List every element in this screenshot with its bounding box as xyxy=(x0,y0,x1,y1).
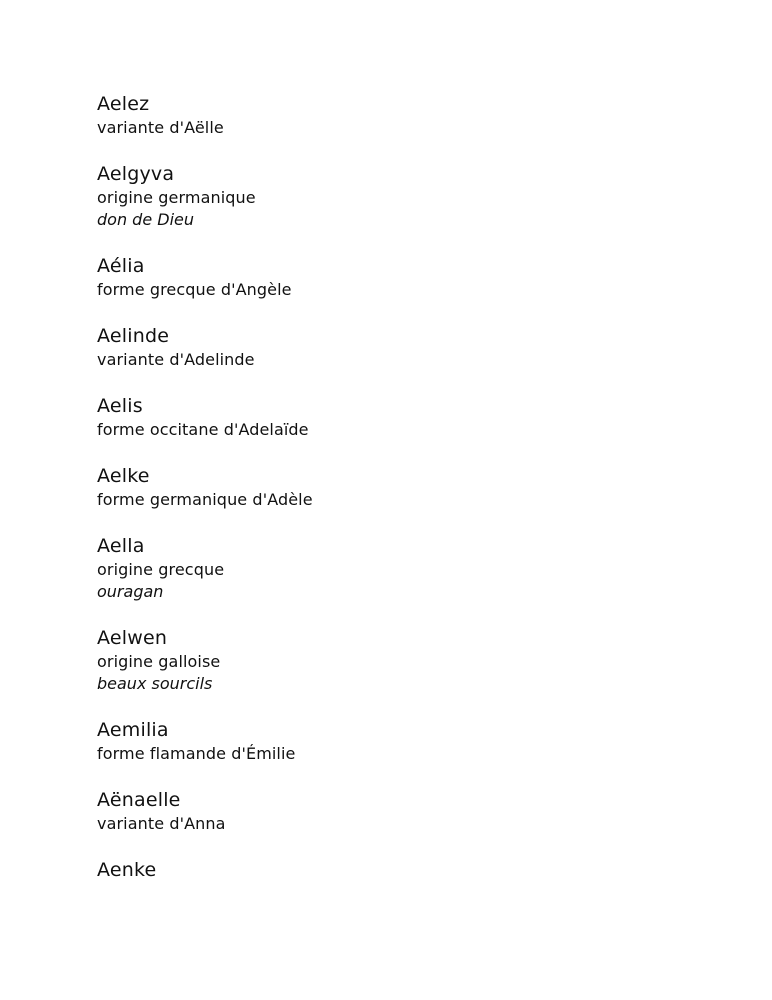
entry-name: Aelinde xyxy=(97,325,170,347)
entry-meaning: ouragan xyxy=(97,582,164,601)
entry-name: Aelez xyxy=(97,93,150,115)
entry-name: Aélia xyxy=(97,255,145,277)
entry-name: Aelgyva xyxy=(97,163,175,185)
entry-aella xyxy=(97,534,737,603)
entry-name: Aelwen xyxy=(97,627,168,649)
entry-meaning: beaux sourcils xyxy=(97,674,213,693)
entry-description: forme occitane d'Adelaïde xyxy=(97,420,309,439)
entry-aelwen xyxy=(97,626,737,695)
entry-aelgyva xyxy=(97,162,737,231)
name-list xyxy=(97,92,737,906)
entry-aelez xyxy=(97,92,737,139)
entry-description: forme germanique d'Adèle xyxy=(97,490,313,509)
entry-description: variante d'Aëlle xyxy=(97,118,224,137)
entry-description: origine galloise xyxy=(97,652,221,671)
entry-aemilia xyxy=(97,718,737,765)
entry-name: Aemilia xyxy=(97,719,169,741)
entry-description: forme grecque d'Angèle xyxy=(97,280,292,299)
entry-description: variante d'Anna xyxy=(97,814,226,833)
entry-aelis xyxy=(97,394,737,441)
entry-name: Aënaelle xyxy=(97,789,181,811)
entry-aenaelle xyxy=(97,788,737,835)
entry-description: origine germanique xyxy=(97,188,256,207)
entry-aenke xyxy=(97,858,737,883)
entry-name: Aelke xyxy=(97,465,150,487)
entry-aelke xyxy=(97,464,737,511)
entry-description: variante d'Adelinde xyxy=(97,350,255,369)
entry-meaning: don de Dieu xyxy=(97,210,195,229)
entry-description: forme flamande d'Émilie xyxy=(97,744,296,763)
entry-aelinde xyxy=(97,324,737,371)
entry-name: Aenke xyxy=(97,859,157,881)
entry-name: Aelis xyxy=(97,395,143,417)
entry-description: origine grecque xyxy=(97,560,225,579)
entry-name: Aella xyxy=(97,535,145,557)
entry-aelia xyxy=(97,254,737,301)
